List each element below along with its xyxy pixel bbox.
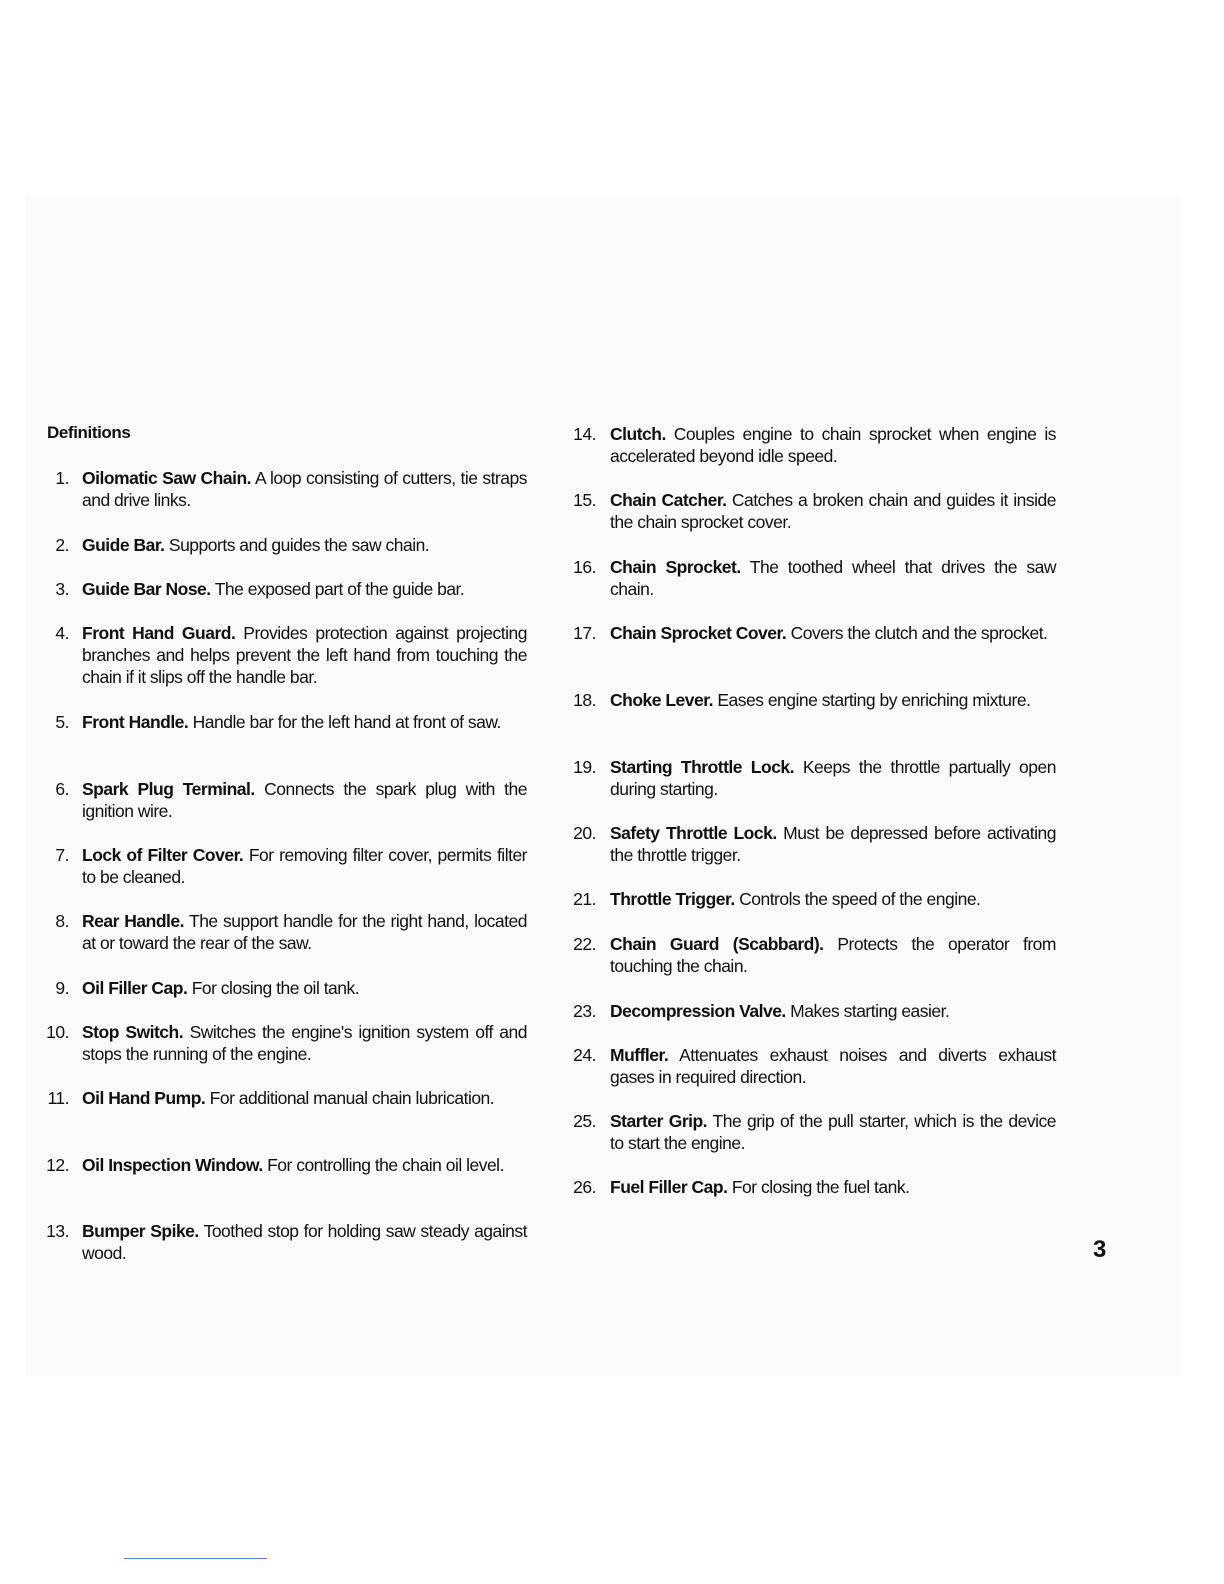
item-term: Decompression Valve. [610, 1001, 786, 1021]
item-term: Front Hand Guard. [82, 623, 236, 643]
definition-item [45, 778, 527, 822]
item-description: For closing the fuel tank. [731, 1177, 910, 1197]
item-term: Guide Bar Nose. [82, 579, 211, 599]
item-description: The grip of the pull starter, which is the device to start the engine. [610, 1111, 1056, 1153]
item-number: 18. [573, 690, 596, 710]
item-number: 12. [46, 1155, 69, 1175]
item-number: 7. [55, 845, 69, 865]
item-number: 20. [573, 823, 596, 843]
item-term: Clutch. [610, 424, 666, 444]
definition-item [572, 1000, 1056, 1022]
definition-item [45, 534, 527, 556]
definition-item [45, 578, 527, 600]
item-description: For closing the oil tank. [191, 978, 360, 998]
item-number: 9. [55, 978, 69, 998]
item-description: For controlling the chain oil level. [267, 1155, 504, 1175]
definition-item [572, 622, 1056, 644]
item-number: 19. [573, 757, 596, 777]
page-heading: Definitions [47, 423, 131, 442]
item-term: Rear Handle. [82, 911, 184, 931]
definition-item [572, 1110, 1056, 1154]
item-description: Catches a broken chain and guides it inside the chain sprocket cover. [610, 490, 1056, 532]
definition-item [45, 1154, 527, 1176]
item-term: Bumper Spike. [82, 1221, 199, 1241]
definition-item [572, 933, 1056, 977]
item-term: Choke Lever. [610, 690, 713, 710]
item-term: Throttle Trigger. [610, 889, 735, 909]
item-description: Connects the spark plug with the ignition wire. [82, 779, 527, 821]
item-description: Handle bar for the left hand at front of saw. [192, 712, 501, 732]
item-description: Switches the engine's ignition system off and stops the running of the engine. [82, 1022, 527, 1064]
definition-item [572, 689, 1056, 711]
definition-item [572, 1044, 1056, 1088]
item-number: 14. [573, 424, 596, 444]
definition-item [45, 844, 527, 888]
item-number: 4. [55, 623, 69, 643]
item-number: 6. [55, 779, 69, 799]
item-term: Spark Plug Terminal. [82, 779, 255, 799]
item-description: A loop consisting of cutters, tie straps and drive links. [82, 468, 527, 510]
item-term: Chain Sprocket Cover. [610, 623, 787, 643]
item-number: 22. [573, 934, 596, 954]
item-term: Muffler. [610, 1045, 669, 1065]
definition-item [45, 977, 527, 999]
item-term: Chain Catcher. [610, 490, 727, 510]
item-number: 25. [573, 1111, 596, 1131]
definition-item [572, 556, 1056, 600]
item-description: Makes starting easier. [790, 1001, 950, 1021]
item-number: 5. [55, 712, 69, 732]
item-term: Guide Bar. [82, 535, 165, 555]
item-description: Controls the speed of the engine. [739, 889, 981, 909]
item-term: Oil Filler Cap. [82, 978, 188, 998]
item-number: 24. [573, 1045, 596, 1065]
item-description: The support handle for the right hand, located at or toward the rear of the saw. [82, 911, 527, 953]
item-term: Lock of Filter Cover. [82, 845, 244, 865]
item-number: 13. [46, 1221, 69, 1241]
item-number: 11. [47, 1088, 69, 1108]
item-term: Starting Throttle Lock. [610, 757, 795, 777]
definition-item [572, 822, 1056, 866]
item-number: 8. [55, 911, 69, 931]
item-description: Protects the operator from touching the chain. [610, 934, 1056, 976]
item-number: 21. [573, 889, 596, 909]
definition-item [45, 1220, 527, 1264]
definition-item [45, 1021, 527, 1065]
item-term: Safety Throttle Lock. [610, 823, 777, 843]
item-number: 16. [573, 557, 596, 577]
definition-item [572, 489, 1056, 533]
definition-item [45, 467, 527, 511]
definition-item [572, 888, 1056, 910]
definition-item [45, 910, 527, 954]
item-number: 10. [46, 1022, 69, 1042]
definition-item [572, 756, 1056, 800]
item-description: Must be depressed before activating the throttle trigger. [610, 823, 1056, 865]
definition-item [572, 423, 1056, 467]
item-description: The exposed part of the guide bar. [214, 579, 465, 599]
item-description: Eases engine starting by enriching mixture. [717, 690, 1031, 710]
item-description: For removing filter cover, permits filter to be cleaned. [82, 845, 528, 887]
definition-item [45, 622, 527, 688]
footer-rule [124, 1558, 267, 1559]
item-number: 17. [573, 623, 596, 643]
item-term: Fuel Filler Cap. [610, 1177, 728, 1197]
item-description: Attenuates exhaust noises and diverts exhaust gases in required direction. [610, 1045, 1056, 1087]
definition-item [45, 1087, 527, 1109]
item-number: 1. [55, 468, 69, 488]
item-term: Chain Guard (Scabbard). [610, 934, 824, 954]
item-number: 26. [573, 1177, 596, 1197]
item-term: Starter Grip. [610, 1111, 708, 1131]
item-description: For additional manual chain lubrication. [209, 1088, 495, 1108]
item-term: Oilomatic Saw Chain. [82, 468, 252, 488]
item-description: Couples engine to chain sprocket when engine is accelerated beyond idle speed. [610, 424, 1056, 466]
definition-item [45, 711, 527, 733]
item-description: The toothed wheel that drives the saw chain. [610, 557, 1056, 599]
item-description: Covers the clutch and the sprocket. [790, 623, 1048, 643]
page-number: 3 [1093, 1236, 1107, 1263]
item-description: Toothed stop for holding saw steady against wood. [82, 1221, 528, 1263]
item-term: Oil Inspection Window. [82, 1155, 263, 1175]
item-term: Chain Sprocket. [610, 557, 741, 577]
item-number: 3. [55, 579, 69, 599]
item-number: 2. [55, 535, 69, 555]
item-number: 23. [573, 1001, 596, 1021]
item-description: Supports and guides the saw chain. [168, 535, 430, 555]
definition-item [572, 1176, 1056, 1198]
item-term: Oil Hand Pump. [82, 1088, 206, 1108]
item-number: 15. [573, 490, 596, 510]
item-term: Stop Switch. [82, 1022, 184, 1042]
item-term: Front Handle. [82, 712, 189, 732]
item-description: Keeps the throttle partually open during starting. [610, 757, 1056, 799]
item-description: Provides protection against projecting branches and helps prevent the left hand from touching the chain if it slips off the handle bar. [82, 623, 527, 687]
